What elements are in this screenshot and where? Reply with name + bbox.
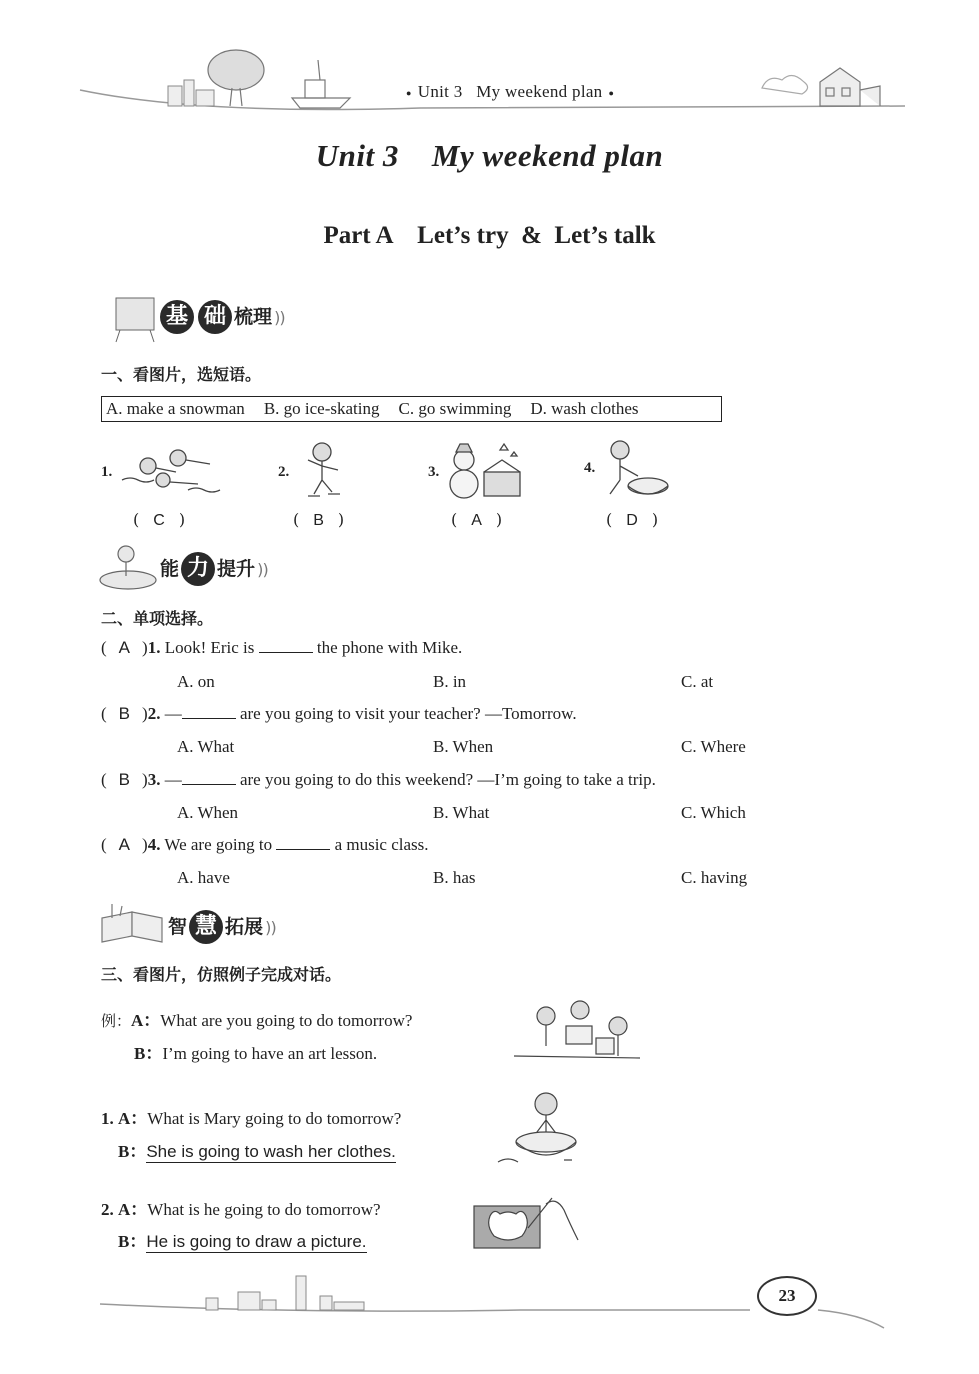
question-number: 1. bbox=[147, 638, 161, 657]
answer-text: A bbox=[118, 638, 131, 657]
header-decoration bbox=[0, 40, 979, 120]
page-number: 23 bbox=[757, 1276, 817, 1316]
swimming-children-icon bbox=[118, 440, 226, 496]
option: B. has bbox=[433, 868, 476, 887]
dialog-1-answer: She is going to wash her clothes. bbox=[146, 1142, 396, 1161]
buildings-icon bbox=[168, 80, 214, 106]
hand-drawing-picture-icon bbox=[472, 1190, 580, 1252]
question-row: ( B )3. — are you going to do this weekend? —I’m going to take a trip. bbox=[101, 770, 656, 789]
example-line-a bbox=[101, 1006, 412, 1031]
badge-char: 慧 bbox=[189, 910, 223, 944]
answer-paren: ( A ) bbox=[451, 510, 503, 529]
badge-ripple: ) ) bbox=[272, 308, 283, 327]
option: A. When bbox=[177, 803, 239, 822]
item-number: 2. bbox=[278, 464, 290, 480]
answer-text: D bbox=[626, 512, 638, 529]
example-a: What are you going to do tomorrow? bbox=[160, 1011, 413, 1030]
badge-word: 梳理 bbox=[234, 306, 273, 328]
question-post: a music class. bbox=[334, 835, 429, 854]
dialog-2-a: What is he going to do tomorrow? bbox=[147, 1200, 381, 1219]
phrase-d: D. wash clothes bbox=[530, 399, 639, 418]
section3-heading: 三、看图片，仿照例子完成对话。 bbox=[101, 965, 342, 984]
question-number: 4. bbox=[147, 835, 161, 854]
badge-wisdom bbox=[168, 910, 274, 944]
item-number: 1. bbox=[101, 1109, 114, 1128]
badge-basics bbox=[158, 300, 283, 334]
dialog-2-line-a bbox=[101, 1195, 381, 1220]
header-topic: My weekend plan bbox=[476, 82, 603, 101]
cloud-icon bbox=[762, 75, 808, 94]
speaker-label: A： bbox=[131, 1011, 161, 1030]
option: C. at bbox=[681, 672, 714, 691]
badge-word: 提升 bbox=[217, 558, 256, 580]
option: B. When bbox=[433, 737, 494, 756]
question-post: are you going to visit your teacher? —Tomorrow. bbox=[239, 704, 577, 723]
option: B. What bbox=[433, 803, 490, 822]
question-pre: We are going to bbox=[164, 835, 273, 854]
footer-decoration bbox=[0, 1270, 979, 1340]
item-number: 3. bbox=[428, 464, 440, 480]
house-icon bbox=[820, 68, 880, 106]
question-row: ( B )2. — are you going to visit your teacher? —Tomorrow. bbox=[101, 704, 577, 723]
phrase-box bbox=[101, 396, 722, 422]
item-number: 2. bbox=[101, 1200, 114, 1219]
blank-line bbox=[182, 770, 236, 785]
phrase-c: C. go swimming bbox=[398, 399, 512, 418]
question-row: ( A )1. Look! Eric is the phone with Mike. bbox=[101, 638, 463, 657]
section2-heading: 二、单项选择。 bbox=[101, 609, 214, 628]
answer-paren: ( B ) bbox=[293, 510, 345, 529]
answer-text: B bbox=[118, 704, 131, 723]
phrase-a: A. make a snowman bbox=[106, 399, 245, 418]
answer-text: C bbox=[153, 512, 165, 529]
dialog-1-line-b bbox=[118, 1137, 396, 1162]
tree-icon bbox=[208, 50, 264, 106]
question-pre: Look! Eric is bbox=[164, 638, 255, 657]
part-title: Part A Let’s try & Let’s talk bbox=[323, 222, 656, 249]
girl-washing-clothes-icon bbox=[494, 1086, 586, 1172]
item-number: 1. bbox=[101, 464, 113, 480]
question-row: ( A )4. We are going to a music class. bbox=[101, 835, 429, 854]
example-line-b bbox=[134, 1039, 377, 1064]
speaker-label: A： bbox=[118, 1109, 148, 1128]
answer-paren: ( D ) bbox=[606, 510, 659, 529]
badge-ripple: ) ) bbox=[255, 560, 266, 579]
question-number: 2. bbox=[147, 704, 161, 723]
speaker-label: B： bbox=[118, 1142, 147, 1161]
option: A. What bbox=[177, 737, 235, 756]
washing-clothes-girl-icon bbox=[598, 436, 672, 502]
header-unit: Unit 3 bbox=[417, 82, 463, 101]
speaker-label: B： bbox=[134, 1044, 163, 1063]
answer-text: A bbox=[471, 512, 482, 529]
dialog-1-line-a bbox=[101, 1104, 401, 1129]
answer-text: B bbox=[313, 512, 324, 529]
phrase-b: B. go ice-skating bbox=[263, 399, 380, 418]
option: C. having bbox=[681, 868, 748, 887]
speaker-label: A： bbox=[118, 1200, 148, 1219]
boat-icon bbox=[292, 60, 350, 108]
question-post: the phone with Mike. bbox=[316, 638, 463, 657]
badge-char: 础 bbox=[198, 300, 232, 334]
bullet-icon: ● bbox=[406, 88, 412, 99]
answer-paren: ( C ) bbox=[133, 510, 186, 529]
question-number: 3. bbox=[147, 770, 161, 789]
answer-text: A bbox=[118, 835, 131, 854]
badge-ability bbox=[160, 552, 266, 586]
dialog-1-a: What is Mary going to do tomorrow? bbox=[147, 1109, 402, 1128]
option: B. in bbox=[433, 672, 467, 691]
dialog-2-line-b bbox=[118, 1227, 367, 1252]
section1-heading: 一、看图片，选短语。 bbox=[101, 365, 262, 384]
example-b: I’m going to have an art lesson. bbox=[162, 1044, 378, 1063]
badge-char: 力 bbox=[181, 552, 215, 586]
badge-word: 智 bbox=[168, 916, 188, 938]
item-number: 4. bbox=[584, 460, 596, 476]
running-header bbox=[400, 82, 620, 102]
city-skyline-icon bbox=[206, 1276, 364, 1310]
ice-skating-child-icon bbox=[296, 440, 352, 504]
badge-char: 基 bbox=[160, 300, 194, 334]
unit-title: Unit 3 My weekend plan bbox=[315, 138, 664, 173]
badge-word: 能 bbox=[160, 558, 180, 580]
blackboard-icon bbox=[112, 292, 162, 344]
answer-text: B bbox=[118, 770, 131, 789]
open-book-icon bbox=[98, 902, 170, 948]
question-pre: — bbox=[164, 770, 182, 789]
question-pre: — bbox=[164, 704, 182, 723]
blank-line bbox=[182, 704, 236, 719]
option: C. Which bbox=[681, 803, 746, 822]
example-label: 例： bbox=[101, 1012, 132, 1030]
blank-line bbox=[259, 638, 313, 653]
option: A. have bbox=[177, 868, 230, 887]
badge-word: 拓展 bbox=[225, 916, 264, 938]
snowman-icon bbox=[444, 438, 526, 502]
dialog-2-answer: He is going to draw a picture. bbox=[146, 1232, 367, 1251]
art-lesson-children-icon bbox=[510, 996, 646, 1066]
blank-line bbox=[276, 835, 330, 850]
question-post: are you going to do this weekend? —I’m going to take a trip. bbox=[239, 770, 656, 789]
option: A. on bbox=[177, 672, 215, 691]
rocket-child-icon bbox=[98, 540, 164, 596]
option: C. Where bbox=[681, 737, 746, 756]
bullet-icon: ● bbox=[608, 88, 615, 99]
badge-ripple: ) ) bbox=[263, 918, 274, 937]
speaker-label: B： bbox=[118, 1232, 147, 1251]
